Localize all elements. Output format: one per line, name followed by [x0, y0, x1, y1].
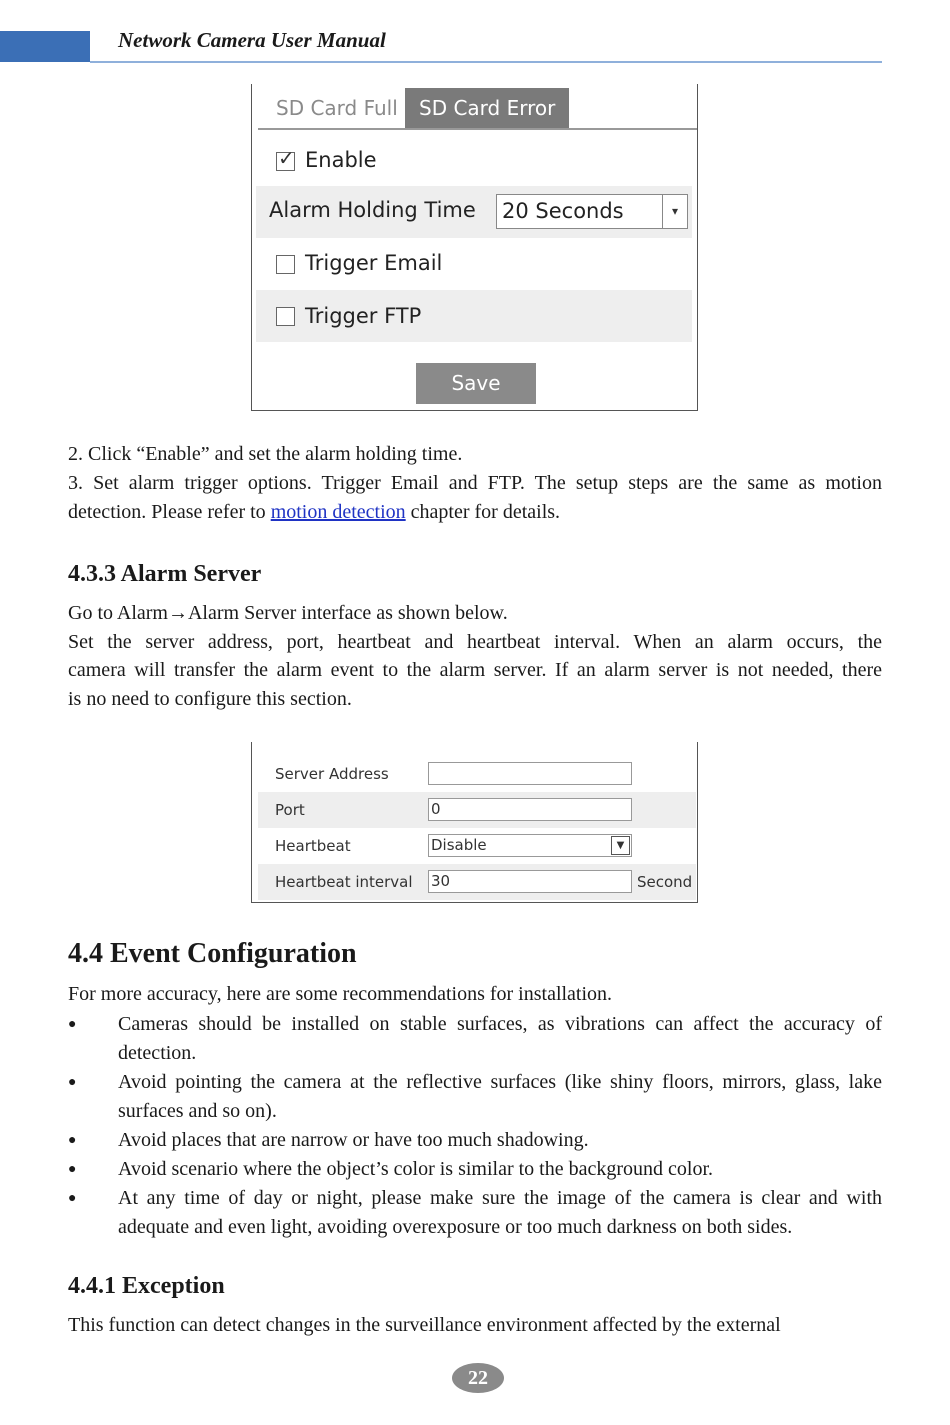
holding-time-row: [256, 186, 692, 238]
enable-label: Enable: [305, 148, 377, 172]
bullet-icon: ●: [68, 1133, 77, 1148]
bullet-item-3: Avoid places that are narrow or have too much shadowing.: [118, 1129, 589, 1151]
step-3-line-1: 3. Set alarm trigger options. Trigger Email and FTP. The setup steps are the same as motion: [68, 472, 882, 494]
holding-time-select[interactable]: [496, 194, 688, 229]
alarm-server-line-2: Set the server address, port, heartbeat and heartbeat interval. When an alarm occurs, the: [68, 631, 882, 653]
trigger-ftp-label: Trigger FTP: [305, 304, 422, 328]
alarm-server-line-3: camera will transfer the alarm event to the alarm server. If an alarm server is not needed, there: [68, 659, 882, 681]
tab-sd-card-full[interactable]: SD Card Full: [276, 96, 398, 120]
tab-sd-card-error[interactable]: SD Card Error: [405, 88, 569, 128]
port-row: [258, 792, 696, 828]
exception-line-1: This function can detect changes in the surveillance environment affected by the external: [68, 1314, 781, 1336]
chevron-down-icon[interactable]: ▼: [611, 836, 630, 855]
heartbeat-value: Disable: [431, 836, 487, 854]
bullet-icon: ●: [68, 1075, 77, 1090]
holding-time-value: 20 Seconds: [502, 199, 624, 223]
port-value: 0: [431, 800, 441, 818]
heartbeat-interval-row: [258, 864, 696, 900]
heartbeat-interval-unit: Second: [637, 873, 693, 891]
server-address-input[interactable]: [428, 762, 632, 785]
bullet-icon: ●: [68, 1162, 77, 1177]
bullet-item-2: Avoid pointing the camera at the reflective surfaces (like shiny floors, mirrors, glass, lake surfaces and so on).: [118, 1071, 882, 1122]
heading-alarm-server: 4.3.3 Alarm Server: [68, 561, 262, 587]
step-3-text-post: chapter for details.: [405, 501, 561, 523]
step-2: 2. Click “Enable” and set the alarm holding time.: [68, 443, 463, 465]
bullet-item-5: At any time of day or night, please make sure the image of the camera is clear and with adequate and even light, avoiding overexposure or too much darkness on both sides.: [118, 1187, 882, 1238]
trigger-email-row: [256, 238, 692, 290]
enable-row: [256, 136, 692, 188]
header-title: Network Camera User Manual: [118, 28, 386, 52]
heartbeat-label: Heartbeat: [275, 837, 351, 855]
trigger-email-checkbox[interactable]: [276, 255, 295, 274]
alarm-server-panel: [251, 742, 698, 903]
trigger-email-label: Trigger Email: [305, 251, 443, 275]
heartbeat-select[interactable]: [428, 834, 632, 857]
header-color-block: [0, 31, 90, 62]
heartbeat-interval-input[interactable]: [428, 870, 632, 893]
checkmark-icon: ✓: [278, 146, 295, 170]
enable-checkbox[interactable]: [276, 146, 295, 171]
trigger-ftp-checkbox[interactable]: [276, 307, 295, 326]
holding-time-label: Alarm Holding Time: [269, 198, 476, 222]
event-config-intro: For more accuracy, here are some recommendations for installation.: [68, 983, 613, 1005]
step-3-line-2: [68, 501, 560, 524]
bullet-icon: ●: [68, 1017, 77, 1032]
save-button[interactable]: Save: [416, 363, 536, 404]
bullet-icon: ●: [68, 1191, 77, 1206]
bullet-item-4: Avoid scenario where the object’s color is similar to the background color.: [118, 1158, 714, 1180]
bullet-item-1: Cameras should be installed on stable surfaces, as vibrations can affect the accuracy of detection.: [118, 1013, 882, 1064]
motion-detection-link[interactable]: motion detection: [270, 501, 406, 523]
server-address-label: Server Address: [275, 765, 389, 783]
alarm-server-line-4: is no need to configure this section.: [68, 688, 352, 710]
heartbeat-interval-value: 30: [431, 872, 451, 890]
port-label: Port: [275, 801, 305, 819]
heartbeat-interval-label: Heartbeat interval: [275, 873, 413, 891]
page-number: 22: [452, 1363, 504, 1393]
heartbeat-row: [258, 828, 696, 864]
port-input[interactable]: [428, 798, 632, 821]
alarm-server-line-1: Go to Alarm→Alarm Server interface as shown below.: [68, 602, 508, 624]
heading-exception: 4.4.1 Exception: [68, 1273, 225, 1299]
trigger-ftp-row: [256, 290, 692, 342]
sd-card-alarm-panel: [251, 84, 698, 411]
step-3-text-pre: detection. Please refer to: [68, 501, 271, 523]
heading-event-configuration: 4.4 Event Configuration: [68, 938, 357, 969]
server-address-row: [258, 756, 696, 792]
chevron-down-icon[interactable]: ▾: [662, 195, 687, 228]
tab-bar: [258, 88, 697, 130]
header-rule: [90, 61, 882, 63]
